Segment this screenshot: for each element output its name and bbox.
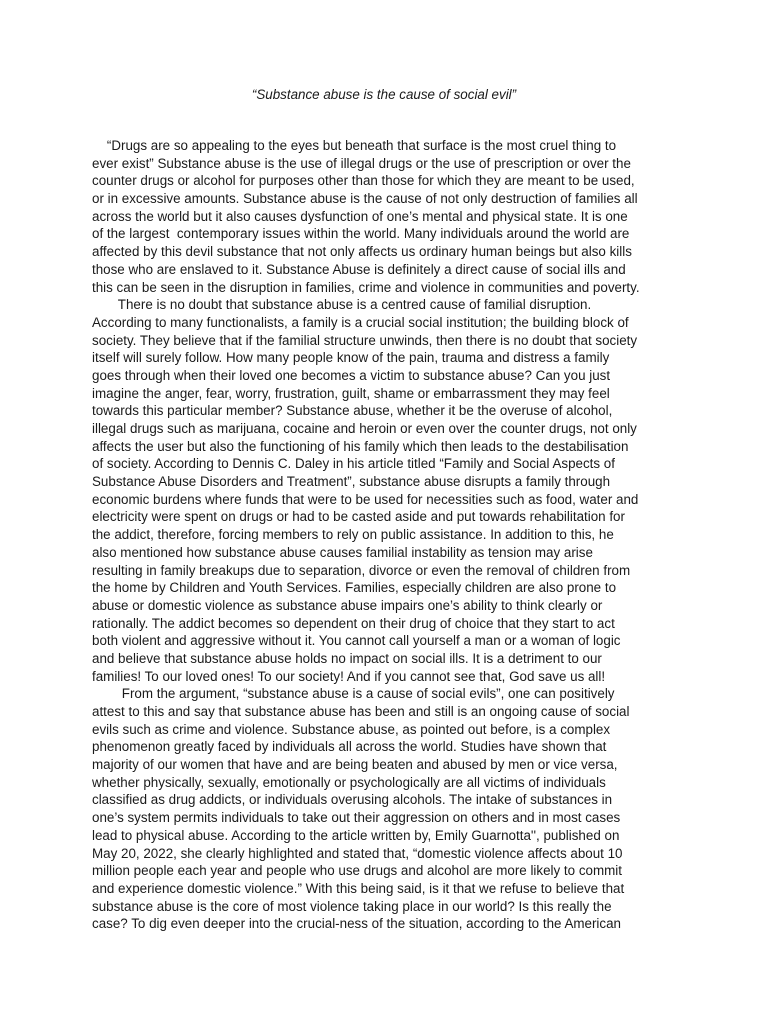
essay-line: affects the user but also the functioning of his family which then leads to the destabilisation xyxy=(92,438,629,454)
essay-line: the addict, therefore, forcing members to rely on public assistance. In addition to this, he xyxy=(92,527,614,543)
essay-body xyxy=(92,137,682,933)
essay-line: towards this particular member? Substance abuse, whether it be the overuse of alcohol, xyxy=(92,403,613,419)
essay-line: majority of our women that have and are being beaten and abused by men or vice versa, xyxy=(92,757,618,773)
essay-line: society. They believe that if the familial structure unwinds, then there is no doubt that society xyxy=(92,332,638,348)
essay-line: Substance Abuse Disorders and Treatment”, substance abuse disrupts a family through xyxy=(92,474,611,490)
essay-line: There is no doubt that substance abuse is a centred cause of familial disruption. xyxy=(92,297,592,313)
essay-line: imagine the anger, fear, worry, frustration, guilt, shame or embarrassment they may feel xyxy=(92,385,610,401)
essay-line: illegal drugs such as marijuana, cocaine and heroin or even over the counter drugs, not only xyxy=(92,421,637,436)
essay-line: May 20, 2022, she clearly highlighted and stated that, “domestic violence affects about 10 xyxy=(92,845,623,861)
essay-line: and experience domestic violence.” With this being said, is it that we refuse to believe that xyxy=(92,880,625,896)
essay-line: of society. According to Dennis C. Daley in his article titled “Family and Social Aspects of xyxy=(92,456,615,472)
essay-line: those who are enslaved to it. Substance Abuse is definitely a direct cause of social ills and xyxy=(92,261,626,277)
essay-line: counter drugs or alcohol for purposes other than those for which they are meant to be used, xyxy=(92,173,635,189)
essay-line: itself will surely follow. How many people know of the pain, trauma and distress a family xyxy=(92,350,610,366)
essay-line: affected by this devil substance that not only affects us ordinary human beings but also kills xyxy=(92,244,632,260)
essay-line: economic burdens where funds that were to be used for necessities such as food, water and xyxy=(92,491,639,507)
essay-line: attest to this and say that substance abuse has been and still is an ongoing cause of social xyxy=(92,704,630,719)
essay-title: “Substance abuse is the cause of social evil” xyxy=(251,87,517,102)
essay-line: substance abuse is the core of most violence taking place in our world? Is this really the xyxy=(92,898,612,914)
essay-line: or in excessive amounts. Substance abuse is the cause of not only destruction of families all xyxy=(92,191,638,207)
essay-line: “Drugs are so appealing to the eyes but beneath that surface is the most cruel thing to xyxy=(92,138,617,153)
essay-line: lead to physical abuse. According to the article written by, Emily Guarnotta'', published on xyxy=(92,827,620,843)
essay-line: goes through when their loved one becomes a victim to substance abuse? Can you just xyxy=(92,367,611,383)
essay-line: electricity were spent on drugs or had to be casted aside and put towards rehabilitation for xyxy=(92,509,625,525)
essay-line: both violent and aggressive without it. You cannot call yourself a man or a woman of logic xyxy=(92,633,621,649)
essay-line: phenomenon greatly faced by individuals all across the world. Studies have shown that xyxy=(92,739,607,755)
essay-line: families! To our loved ones! To our society! And if you cannot see that, God save us all! xyxy=(92,668,606,684)
essay-line: case? To dig even deeper into the crucial-ness of the situation, according to the American xyxy=(92,916,622,932)
essay-line: ever exist” Substance abuse is the use of illegal drugs or the use of prescription or over the xyxy=(92,155,631,171)
essay-line: across the world but it also causes dysfunction of one’s mental and physical state. It is one xyxy=(92,208,628,224)
essay-line: also mentioned how substance abuse causes familial instability as tension may arise xyxy=(92,544,593,560)
essay-line: this can be seen in the disruption in families, crime and violence in communities and poverty. xyxy=(92,279,640,295)
essay-line: rationally. The addict becomes so dependent on their drug of choice that they start to act xyxy=(92,615,615,631)
essay-line: million people each year and people who use drugs and alcohol are more likely to commit xyxy=(92,863,622,879)
essay-line: and believe that substance abuse holds no impact on social ills. It is a detriment to our xyxy=(92,650,602,666)
essay-line: evils such as crime and violence. Substance abuse, as pointed out before, is a complex xyxy=(92,721,611,737)
essay-line: one’s system permits individuals to take out their aggression on others and in most cases xyxy=(92,810,621,826)
essay-line: whether physically, sexually, emotionally or psychologically are all victims of individuals xyxy=(92,774,606,790)
essay-line: abuse or domestic violence as substance abuse impairs one’s ability to think clearly or xyxy=(92,597,603,613)
essay-line: of the largest contemporary issues within the world. Many individuals around the world are xyxy=(92,226,630,242)
essay-line: the home by Children and Youth Services. Families, especially children are also prone to xyxy=(92,580,617,596)
essay-line: According to many functionalists, a family is a crucial social institution; the building block of xyxy=(92,314,629,330)
essay-line: resulting in family breakups due to separation, divorce or even the removal of children from xyxy=(92,562,631,578)
essay-line: classified as drug addicts, or individuals overusing alcohols. The intake of substances in xyxy=(92,792,613,808)
essay-line: From the argument, “substance abuse is a cause of social evils”, one can positively xyxy=(92,686,615,702)
